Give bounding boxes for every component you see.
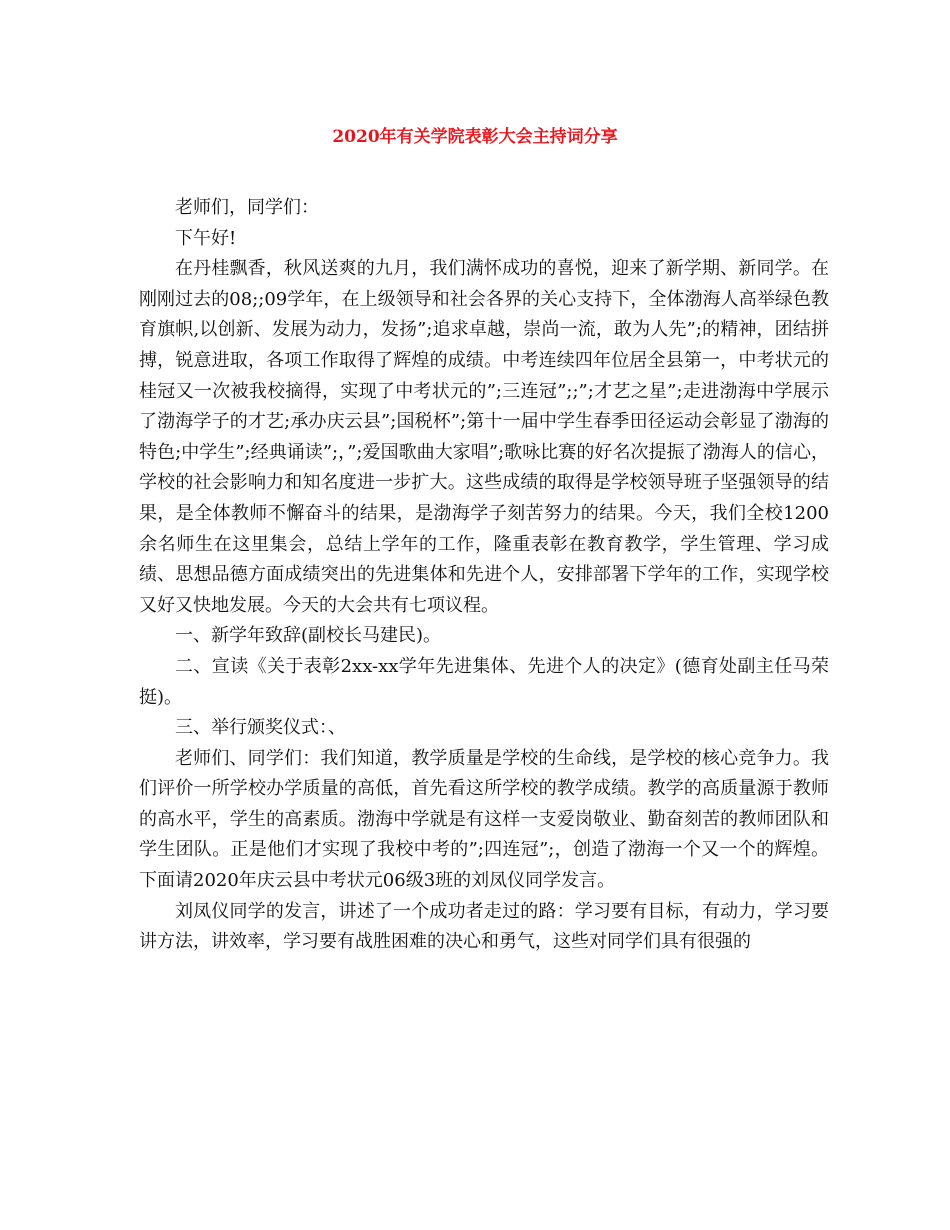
- agenda-item-1: 一、新学年致辞(副校长马建民)。: [175, 625, 442, 647]
- document-body: [139, 193, 829, 958]
- paragraph-teaching-quality: 老师们、同学们：我们知道，教学质量是学校的生命线，是学校的核心竞争力。我们评价一所学校办学质量的高低，首先看这所学校的教学成绩。教学的高质量源于教师的高水平，学生的高素质。渤海中学就是有这样一支爱岗敬业、勤奋刻苦的教师团队和学生团队。正是他们才实现了我校中考的”;四连冠”;，创造了渤海一个又一个的辉煌。下面请2020年庆云县中考状元06级3班的刘凤仪同学发言。: [139, 747, 829, 892]
- greeting: 下午好!: [175, 227, 237, 249]
- agenda-item-3: 三、举行颁奖仪式：、: [175, 717, 346, 739]
- document-title: 2020年有关学院表彰大会主持词分享: [332, 127, 618, 147]
- agenda-item-2: 二、宣读《关于表彰2xx-xx学年先进集体、先进个人的决定》(德育处副主任马荣挺)。: [139, 655, 829, 708]
- paragraph-opening: 在丹桂飘香，秋风送爽的九月，我们满怀成功的喜悦，迎来了新学期、新同学。在刚刚过去的08;;09学年，在上级领导和社会各界的关心支持下，全体渤海人高举绿色教育旗帜,以创新、发展为动力，发扬”;追求卓越，崇尚一流，敢为人先”;的精神，团结拼搏，锐意进取，各项工作取得了辉煌的成绩。中考连续四年位居全县第一，中考状元的桂冠又一次被我校摘得，实现了中考状元的”;三连冠”;;”;才艺之星”;走进渤海中学展示了渤海学子的才艺;承办庆云县”;国税杯”;第十一届中学生春季田径运动会彰显了渤海的特色;中学生”;经典诵读”;，”;爱国歌曲大家唱”;歌咏比赛的好名次提振了渤海人的信心，学校的社会影响力和知名度进一步扩大。这些成绩的取得是学校领导班子坚强领导的结果，是全体教师不懈奋斗的结果，是渤海学子刻苦努力的结果。今天，我们全校1200余名师生在这里集会，总结上学年的工作，隆重表彰在教育教学，学生管理、学习成绩、思想品德方面成绩突出的先进集体和先进个人，安排部署下学年的工作，实现学校又好又快地发展。今天的大会共有七项议程。: [139, 258, 829, 616]
- paragraph-speech-summary: 刘凤仪同学的发言，讲述了一个成功者走过的路：学习要有目标，有动力，学习要讲方法，讲效率，学习要有战胜困难的决心和勇气，这些对同学们具有很强的: [139, 900, 829, 953]
- salutation: 老师们，同学们：: [175, 197, 319, 218]
